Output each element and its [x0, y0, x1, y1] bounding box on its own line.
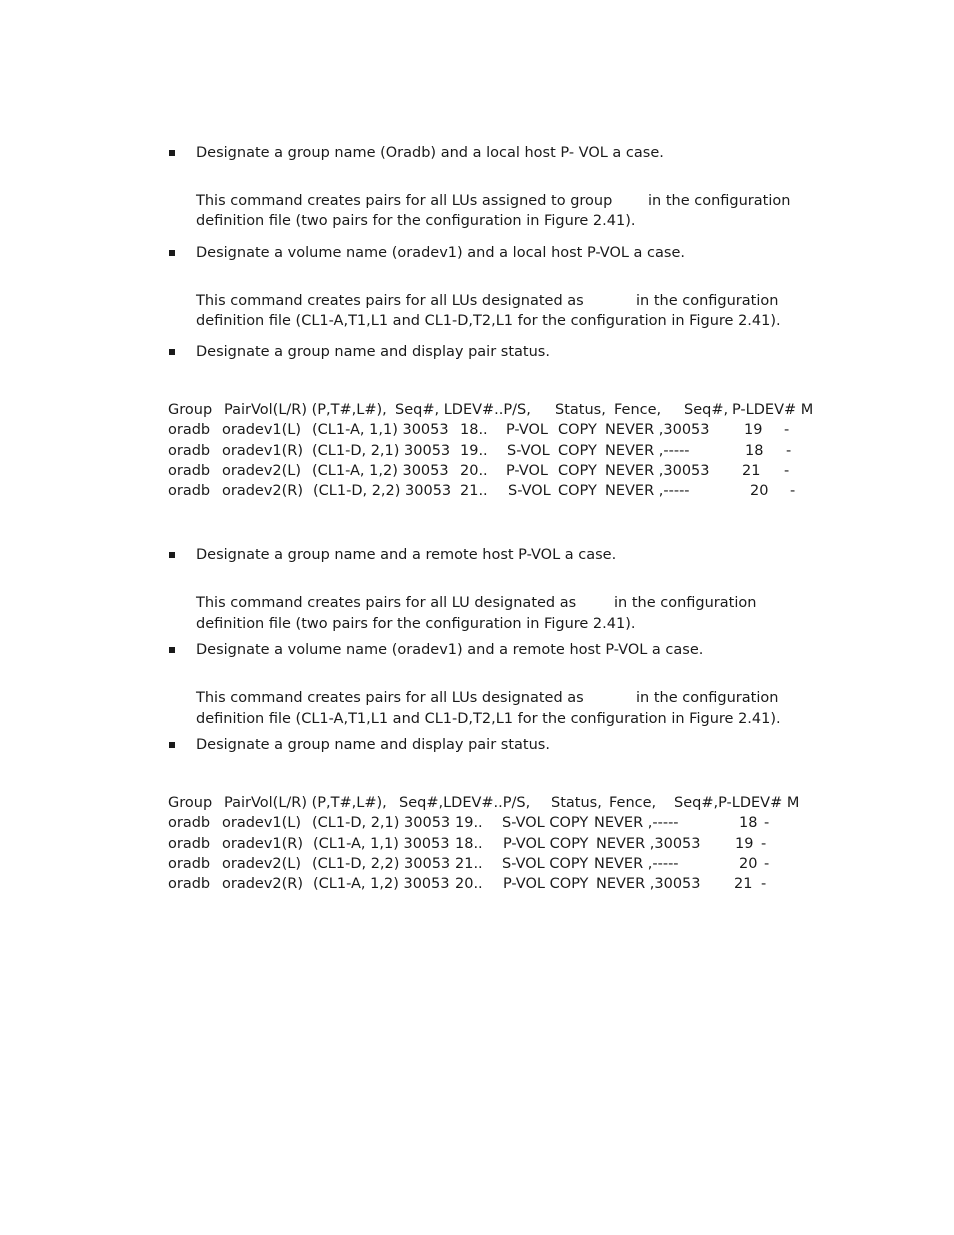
bullet-marker [169, 150, 175, 156]
table-cell: COPY [558, 463, 597, 479]
bullet-text: Designate a group name and a remote host P-VOL a case. [196, 547, 617, 563]
table-row [168, 855, 828, 873]
table-header-cell: Seq#,LDEV#..P/S, [399, 795, 531, 811]
table-cell: NEVER ,30053 [596, 876, 701, 892]
bullet-text: Designate a group name (Oradb) and a local host P- VOL a case. [196, 145, 664, 161]
table-cell: oradev2(R) [222, 876, 304, 892]
table-cell: 19.. [460, 443, 488, 459]
table-cell: 21.. [460, 483, 488, 499]
table-cell: - [790, 483, 796, 499]
table-cell: (CL1-D, 2,1) 30053 [312, 443, 451, 459]
table-cell: oradev2(R) [222, 483, 304, 499]
table-cell: NEVER ,30053 [596, 836, 701, 852]
table-cell: NEVER ,----- [605, 483, 690, 499]
table-cell: (CL1-A, 1,1) 30053 [313, 836, 450, 852]
table-cell: S-VOL [507, 443, 550, 459]
table-cell: oradb [168, 856, 211, 872]
table-cell: S-VOL [508, 483, 551, 499]
table-cell: (CL1-D, 2,1) 30053 [312, 815, 451, 831]
table-cell: oradb [168, 815, 211, 831]
paragraph-line: This command creates pairs for all LUs assigned to group [196, 193, 613, 209]
table-cell: oradb [168, 443, 211, 459]
table-cell: 20 [739, 856, 758, 872]
table-cell: S-VOL COPY [502, 815, 589, 831]
table-header-cell: PairVol(L/R) (P,T#,L#), [224, 402, 387, 418]
table-cell: 20 [750, 483, 769, 499]
table-header-cell: Seq#, LDEV#..P/S, [395, 402, 531, 418]
bullet-text: Designate a group name and display pair status. [196, 737, 550, 753]
bullet-marker [169, 647, 175, 653]
table-cell: 18 [739, 815, 758, 831]
table-header-cell: Fence, [609, 795, 657, 811]
table-cell: - [786, 443, 792, 459]
table-header-cell: Status, [551, 795, 602, 811]
table-cell: - [761, 876, 767, 892]
table-cell: NEVER ,30053 [605, 463, 710, 479]
table-header-cell: Status, [555, 402, 606, 418]
table-cell: - [761, 836, 767, 852]
table-cell: oradev1(R) [222, 836, 304, 852]
table-header-cell: Group [168, 402, 213, 418]
table-cell: NEVER ,30053 [605, 422, 710, 438]
table-header-row [168, 794, 828, 812]
table-row [168, 482, 828, 500]
bullet-marker [169, 742, 175, 748]
bullet-marker [169, 250, 175, 256]
table-cell: P-VOL [506, 463, 548, 479]
table-cell: oradev2(L) [222, 463, 302, 479]
table-cell: oradb [168, 463, 211, 479]
table-cell: - [784, 422, 790, 438]
table-header-row [168, 401, 828, 419]
table-cell: oradev1(R) [222, 443, 304, 459]
table-cell: 19 [744, 422, 763, 438]
paragraph-line: definition file (two pairs for the configuration in Figure 2.41). [196, 213, 636, 229]
table-header-cell: Group [168, 795, 213, 811]
paragraph-line: This command creates pairs for all LUs designated as [196, 690, 584, 706]
bullet-text: Designate a volume name (oradev1) and a local host P-VOL a case. [196, 245, 685, 261]
table-cell: - [764, 856, 770, 872]
table-header-cell: Seq#,P-LDEV# M [674, 795, 800, 811]
table-cell: 20.. [460, 463, 488, 479]
table-row [168, 875, 828, 893]
table-cell: NEVER ,----- [594, 815, 679, 831]
paragraph-line: This command creates pairs for all LU designated as [196, 595, 577, 611]
table-cell: P-VOL [506, 422, 548, 438]
paragraph-line: definition file (CL1-A,T1,L1 and CL1-D,T2,L1 for the configuration in Figure 2.41). [196, 313, 781, 329]
table-header-cell: P-LDEV# M [732, 402, 814, 418]
table-cell: NEVER ,----- [605, 443, 690, 459]
paragraph-line: This command creates pairs for all LUs designated as [196, 293, 584, 309]
table-cell: oradb [168, 483, 211, 499]
table-cell: 19.. [455, 815, 483, 831]
bullet-text: Designate a group name and display pair status. [196, 344, 550, 360]
table-cell: oradev2(L) [222, 856, 302, 872]
bullet-marker [169, 349, 175, 355]
table-cell: 18 [745, 443, 764, 459]
table-cell: 18.. [460, 422, 488, 438]
bullet-marker [169, 552, 175, 558]
paragraph-line: definition file (CL1-A,T1,L1 and CL1-D,T2,L1 for the configuration in Figure 2.41). [196, 711, 781, 727]
table-cell: COPY [558, 422, 597, 438]
table-cell: - [784, 463, 790, 479]
table-cell: oradb [168, 836, 211, 852]
table-cell: (CL1-D, 2,2) 30053 [312, 856, 451, 872]
bullet-text: Designate a volume name (oradev1) and a remote host P-VOL a case. [196, 642, 704, 658]
table-cell: S-VOL COPY [502, 856, 589, 872]
table-cell: 21 [734, 876, 753, 892]
paragraph-line: in the configuration [614, 595, 757, 611]
table-row [168, 421, 828, 439]
table-cell: 19 [735, 836, 754, 852]
table-header-cell: Seq#, [684, 402, 729, 418]
table-cell: oradev1(L) [222, 422, 302, 438]
table-cell: NEVER ,----- [594, 856, 679, 872]
table-row [168, 462, 828, 480]
table-cell: 21.. [455, 856, 483, 872]
table-cell: P-VOL COPY [503, 876, 589, 892]
paragraph-line: definition file (two pairs for the configuration in Figure 2.41). [196, 616, 636, 632]
table-cell: 20.. [455, 876, 483, 892]
table-header-cell: Fence, [614, 402, 662, 418]
table-cell: oradb [168, 422, 211, 438]
table-row [168, 442, 828, 460]
table-header-cell: PairVol(L/R) (P,T#,L#), [224, 795, 387, 811]
table-cell: (CL1-D, 2,2) 30053 [313, 483, 452, 499]
table-cell: (CL1-A, 1,2) 30053 [313, 876, 450, 892]
table-cell: 21 [742, 463, 761, 479]
table-cell: P-VOL COPY [503, 836, 589, 852]
paragraph-line: in the configuration [648, 193, 791, 209]
table-cell: 18.. [455, 836, 483, 852]
table-cell: oradb [168, 876, 211, 892]
table-cell: (CL1-A, 1,1) 30053 [312, 422, 449, 438]
table-cell: COPY [558, 483, 597, 499]
table-row [168, 835, 828, 853]
table-cell: (CL1-A, 1,2) 30053 [312, 463, 449, 479]
paragraph-line: in the configuration [636, 293, 779, 309]
paragraph-line: in the configuration [636, 690, 779, 706]
table-cell: - [764, 815, 770, 831]
table-cell: COPY [558, 443, 597, 459]
table-cell: oradev1(L) [222, 815, 302, 831]
table-row [168, 814, 828, 832]
